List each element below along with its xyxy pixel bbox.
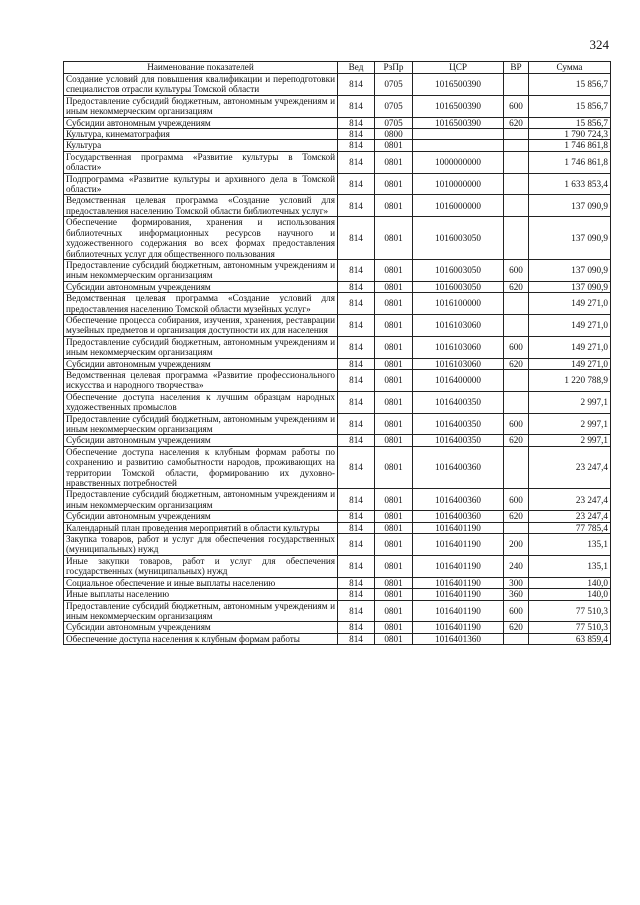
cell-name: Обеспечение доступа населения к лучшим образцам народных художественных промыслов — [64, 391, 338, 413]
cell-vr — [504, 217, 529, 260]
cell-rzpr: 0801 — [375, 633, 413, 644]
cell-vr: 600 — [504, 600, 529, 622]
cell-sum: 1 790 724,3 — [529, 129, 611, 140]
cell-vr: 360 — [504, 589, 529, 600]
cell-sum: 2 997,1 — [529, 413, 611, 435]
table-row — [64, 336, 611, 358]
header-ved: Вед — [338, 62, 375, 74]
table-row — [64, 489, 611, 511]
table-row — [64, 281, 611, 292]
cell-vr — [504, 633, 529, 644]
cell-rzpr: 0801 — [375, 577, 413, 588]
cell-rzpr: 0801 — [375, 511, 413, 522]
cell-rzpr: 0801 — [375, 195, 413, 217]
cell-ved: 814 — [338, 95, 375, 117]
cell-sum: 77 785,4 — [529, 522, 611, 533]
cell-ved: 814 — [338, 281, 375, 292]
cell-rzpr: 0801 — [375, 259, 413, 281]
cell-sum: 15 856,7 — [529, 95, 611, 117]
cell-name: Обеспечение доступа населения к клубным формам работы — [64, 633, 338, 644]
cell-vr: 620 — [504, 435, 529, 446]
cell-ved: 814 — [338, 259, 375, 281]
cell-sum: 23 247,4 — [529, 511, 611, 522]
table-row — [64, 217, 611, 260]
cell-vr: 620 — [504, 358, 529, 369]
cell-name: Предоставление субсидий бюджетным, автономным учреждениям и иным некоммерческим организациям — [64, 95, 338, 117]
cell-name: Обеспечение формирования, хранения и использования библиотечных информационных ресурсов научного и художественного содержания во всех формах предоставления библиотечных услуг для общественного пользования — [64, 217, 338, 260]
cell-ved: 814 — [338, 217, 375, 260]
cell-vr — [504, 173, 529, 195]
cell-name: Иные закупки товаров, работ и услуг для обеспечения государственных (муниципальных) нужд — [64, 555, 338, 577]
cell-name: Субсидии автономным учреждениям — [64, 435, 338, 446]
cell-ved: 814 — [338, 314, 375, 336]
cell-rzpr: 0800 — [375, 129, 413, 140]
cell-name: Ведомственная целевая программа «Создание условий для предоставления населению Томской области музейных услуг» — [64, 293, 338, 315]
cell-csr: 1016401190 — [413, 534, 504, 556]
cell-vr — [504, 522, 529, 533]
cell-name: Культура — [64, 140, 338, 151]
cell-vr: 600 — [504, 95, 529, 117]
cell-rzpr: 0801 — [375, 622, 413, 633]
header-row — [64, 62, 611, 74]
cell-name: Предоставление субсидий бюджетным, автономным учреждениям и иным некоммерческим организациям — [64, 336, 338, 358]
cell-csr: 1016400350 — [413, 413, 504, 435]
table-row — [64, 391, 611, 413]
cell-sum: 149 271,0 — [529, 358, 611, 369]
table-row — [64, 522, 611, 533]
cell-name: Субсидии автономным учреждениям — [64, 281, 338, 292]
cell-vr — [504, 314, 529, 336]
cell-ved: 814 — [338, 622, 375, 633]
cell-rzpr: 0801 — [375, 435, 413, 446]
cell-ved: 814 — [338, 173, 375, 195]
cell-csr: 1016003050 — [413, 259, 504, 281]
cell-sum: 135,1 — [529, 534, 611, 556]
cell-ved: 814 — [338, 369, 375, 391]
cell-ved: 814 — [338, 129, 375, 140]
cell-vr — [504, 369, 529, 391]
cell-ved: 814 — [338, 413, 375, 435]
cell-sum: 137 090,9 — [529, 259, 611, 281]
cell-vr: 600 — [504, 413, 529, 435]
cell-rzpr: 0705 — [375, 117, 413, 128]
cell-sum: 1 746 861,8 — [529, 140, 611, 151]
cell-sum: 2 997,1 — [529, 435, 611, 446]
cell-rzpr: 0801 — [375, 151, 413, 173]
cell-rzpr: 0801 — [375, 555, 413, 577]
cell-sum: 140,0 — [529, 577, 611, 588]
table-row — [64, 622, 611, 633]
cell-csr: 1016400000 — [413, 369, 504, 391]
cell-vr — [504, 446, 529, 489]
cell-rzpr: 0801 — [375, 293, 413, 315]
cell-csr: 1016400360 — [413, 446, 504, 489]
cell-vr — [504, 129, 529, 140]
table-body — [64, 74, 611, 645]
cell-csr: 1016103060 — [413, 358, 504, 369]
cell-name: Создание условий для повышения квалификации и переподготовки специалистов отрасли культуры Томской области — [64, 74, 338, 96]
cell-name: Предоставление субсидий бюджетным, автономным учреждениям и иным некоммерческим организациям — [64, 600, 338, 622]
cell-rzpr: 0801 — [375, 589, 413, 600]
cell-csr — [413, 140, 504, 151]
cell-name: Субсидии автономным учреждениям — [64, 358, 338, 369]
cell-ved: 814 — [338, 577, 375, 588]
cell-ved: 814 — [338, 391, 375, 413]
cell-vr — [504, 74, 529, 96]
cell-name: Обеспечение доступа населения к клубным формам работы по сохранению и развитию самобытности народов, проживающих на территории Томской области, формированию их духовно-нравственных потребностей — [64, 446, 338, 489]
cell-csr: 1016401190 — [413, 600, 504, 622]
cell-sum: 23 247,4 — [529, 489, 611, 511]
cell-csr: 1016500390 — [413, 117, 504, 128]
header-vr: ВР — [504, 62, 529, 74]
cell-sum: 1 633 853,4 — [529, 173, 611, 195]
page-number: 324 — [589, 37, 609, 52]
cell-vr: 600 — [504, 259, 529, 281]
header-csr: ЦСР — [413, 62, 504, 74]
cell-sum: 137 090,9 — [529, 195, 611, 217]
cell-csr: 1016003050 — [413, 217, 504, 260]
cell-rzpr: 0801 — [375, 336, 413, 358]
cell-vr: 620 — [504, 622, 529, 633]
cell-csr: 1016400360 — [413, 511, 504, 522]
cell-ved: 814 — [338, 600, 375, 622]
table-row — [64, 293, 611, 315]
cell-sum: 15 856,7 — [529, 117, 611, 128]
table-row — [64, 633, 611, 644]
cell-csr: 1016100000 — [413, 293, 504, 315]
cell-name: Предоставление субсидий бюджетным, автономным учреждениям и иным некоммерческим организациям — [64, 489, 338, 511]
cell-ved: 814 — [338, 534, 375, 556]
cell-sum: 140,0 — [529, 589, 611, 600]
cell-sum: 137 090,9 — [529, 217, 611, 260]
cell-ved: 814 — [338, 489, 375, 511]
cell-sum: 149 271,0 — [529, 336, 611, 358]
cell-ved: 814 — [338, 589, 375, 600]
cell-sum: 1 746 861,8 — [529, 151, 611, 173]
cell-name: Иные выплаты населению — [64, 589, 338, 600]
cell-name: Социальное обеспечение и иные выплаты населению — [64, 577, 338, 588]
budget-table — [63, 61, 611, 645]
table-row — [64, 314, 611, 336]
cell-name: Обеспечение процесса собирания, изучения, хранения, реставрации музейных предметов и организация доступности их для населения — [64, 314, 338, 336]
cell-csr: 1016500390 — [413, 74, 504, 96]
cell-ved: 814 — [338, 74, 375, 96]
cell-csr: 1016400360 — [413, 489, 504, 511]
table-row — [64, 95, 611, 117]
cell-vr: 300 — [504, 577, 529, 588]
cell-name: Субсидии автономным учреждениям — [64, 117, 338, 128]
cell-ved: 814 — [338, 336, 375, 358]
cell-csr: 1010000000 — [413, 173, 504, 195]
cell-name: Предоставление субсидий бюджетным, автономным учреждениям и иным некоммерческим организациям — [64, 413, 338, 435]
table-row — [64, 259, 611, 281]
cell-rzpr: 0801 — [375, 600, 413, 622]
cell-sum: 2 997,1 — [529, 391, 611, 413]
cell-name: Ведомственная целевая программа «Развитие профессионального искусства и народного творчества» — [64, 369, 338, 391]
cell-name: Ведомственная целевая программа «Создание условий для предоставления населению Томской области библиотечных услуг» — [64, 195, 338, 217]
cell-rzpr: 0801 — [375, 534, 413, 556]
table-row — [64, 74, 611, 96]
cell-rzpr: 0801 — [375, 446, 413, 489]
cell-sum: 63 859,4 — [529, 633, 611, 644]
cell-rzpr: 0801 — [375, 358, 413, 369]
cell-ved: 814 — [338, 446, 375, 489]
cell-ved: 814 — [338, 151, 375, 173]
cell-rzpr: 0705 — [375, 95, 413, 117]
cell-ved: 814 — [338, 555, 375, 577]
header-name: Наименование показателей — [64, 62, 338, 74]
cell-vr — [504, 391, 529, 413]
cell-rzpr: 0801 — [375, 173, 413, 195]
cell-csr: 1016401360 — [413, 633, 504, 644]
table-row — [64, 555, 611, 577]
cell-ved: 814 — [338, 522, 375, 533]
cell-csr: 1016401190 — [413, 577, 504, 588]
cell-name: Подпрограмма «Развитие культуры и архивного дела в Томской области» — [64, 173, 338, 195]
cell-vr — [504, 140, 529, 151]
cell-csr — [413, 129, 504, 140]
cell-rzpr: 0801 — [375, 413, 413, 435]
cell-csr: 1000000000 — [413, 151, 504, 173]
cell-rzpr: 0801 — [375, 140, 413, 151]
cell-ved: 814 — [338, 293, 375, 315]
table-row — [64, 151, 611, 173]
cell-name: Культура, кинематография — [64, 129, 338, 140]
cell-csr: 1016003050 — [413, 281, 504, 292]
cell-csr: 1016103060 — [413, 314, 504, 336]
header-sum: Сумма — [529, 62, 611, 74]
cell-vr — [504, 195, 529, 217]
cell-csr: 1016500390 — [413, 95, 504, 117]
cell-rzpr: 0801 — [375, 369, 413, 391]
cell-csr: 1016103060 — [413, 336, 504, 358]
cell-name: Субсидии автономным учреждениям — [64, 622, 338, 633]
table-row — [64, 413, 611, 435]
cell-name: Государственная программа «Развитие культуры в Томской области» — [64, 151, 338, 173]
cell-vr: 620 — [504, 281, 529, 292]
cell-ved: 814 — [338, 195, 375, 217]
table-row — [64, 358, 611, 369]
cell-csr: 1016000000 — [413, 195, 504, 217]
cell-sum: 149 271,0 — [529, 314, 611, 336]
cell-sum: 135,1 — [529, 555, 611, 577]
cell-csr: 1016400350 — [413, 391, 504, 413]
cell-rzpr: 0801 — [375, 522, 413, 533]
table-row — [64, 435, 611, 446]
cell-csr: 1016401190 — [413, 589, 504, 600]
cell-name: Предоставление субсидий бюджетным, автономным учреждениям и иным некоммерческим организациям — [64, 259, 338, 281]
cell-sum: 137 090,9 — [529, 281, 611, 292]
table-header — [64, 62, 611, 74]
cell-sum: 149 271,0 — [529, 293, 611, 315]
cell-ved: 814 — [338, 511, 375, 522]
table-row — [64, 589, 611, 600]
cell-sum: 23 247,4 — [529, 446, 611, 489]
cell-ved: 814 — [338, 117, 375, 128]
cell-csr: 1016401190 — [413, 555, 504, 577]
table-row — [64, 446, 611, 489]
cell-vr: 620 — [504, 511, 529, 522]
cell-rzpr: 0801 — [375, 281, 413, 292]
cell-name: Календарный план проведения мероприятий в области культуры — [64, 522, 338, 533]
cell-vr — [504, 151, 529, 173]
cell-rzpr: 0801 — [375, 217, 413, 260]
cell-vr: 620 — [504, 117, 529, 128]
table-row — [64, 600, 611, 622]
cell-vr: 600 — [504, 489, 529, 511]
table-row — [64, 577, 611, 588]
cell-vr — [504, 293, 529, 315]
cell-rzpr: 0801 — [375, 489, 413, 511]
table-row — [64, 173, 611, 195]
cell-csr: 1016400350 — [413, 435, 504, 446]
table-row — [64, 140, 611, 151]
cell-vr: 600 — [504, 336, 529, 358]
cell-ved: 814 — [338, 633, 375, 644]
cell-csr: 1016401190 — [413, 622, 504, 633]
cell-rzpr: 0705 — [375, 74, 413, 96]
table-row — [64, 129, 611, 140]
table-row — [64, 369, 611, 391]
cell-ved: 814 — [338, 435, 375, 446]
table-row — [64, 511, 611, 522]
cell-rzpr: 0801 — [375, 314, 413, 336]
table-row — [64, 195, 611, 217]
header-rzpr: РзПр — [375, 62, 413, 74]
cell-sum: 15 856,7 — [529, 74, 611, 96]
table-row — [64, 117, 611, 128]
cell-csr: 1016401190 — [413, 522, 504, 533]
cell-name: Субсидии автономным учреждениям — [64, 511, 338, 522]
cell-vr: 240 — [504, 555, 529, 577]
cell-sum: 77 510,3 — [529, 622, 611, 633]
cell-sum: 77 510,3 — [529, 600, 611, 622]
cell-sum: 1 220 788,9 — [529, 369, 611, 391]
cell-name: Закупка товаров, работ и услуг для обеспечения государственных (муниципальных) нужд — [64, 534, 338, 556]
table-row — [64, 534, 611, 556]
cell-vr: 200 — [504, 534, 529, 556]
cell-ved: 814 — [338, 358, 375, 369]
cell-rzpr: 0801 — [375, 391, 413, 413]
cell-ved: 814 — [338, 140, 375, 151]
